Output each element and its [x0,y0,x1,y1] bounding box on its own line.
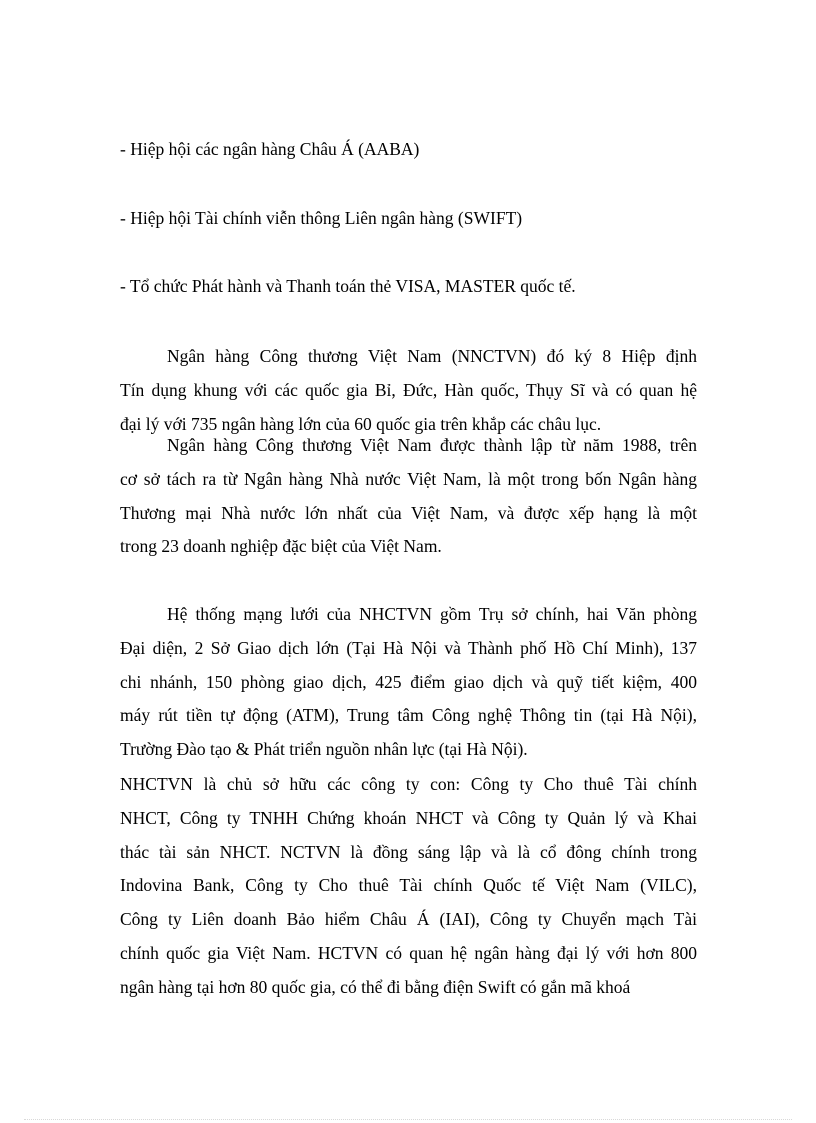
paragraph-line: ngân hàng tại hơn 80 quốc gia, có thể đi bằng điện Swift có gắn mã khoá [120,976,631,997]
paragraph-line: chính quốc gia Việt Nam. HCTVN có quan hệ ngân hàng đại lý với hơn 800 [120,942,697,963]
list-item-aaba: - Hiệp hội các ngân hàng Châu Á (AABA) [120,139,420,159]
paragraph-line: máy rút tiền tự động (ATM), Trung tâm Công nghệ Thông tin (tại Hà Nội), [120,705,697,726]
paragraph-credit-agreements [120,340,697,441]
paragraph-line: trong 23 doanh nghiệp đặc biệt của Việt Nam. [120,536,442,557]
paragraph-line: Thương mại Nhà nước lớn nhất của Việt Nam, và được xếp hạng là một [120,502,697,523]
paragraph-line: Ngân hàng Công thương Việt Nam được thành lập từ năm 1988, trên [167,435,697,455]
page-bottom-divider [24,1119,792,1120]
list-item-visa-master: - Tổ chức Phát hành và Thanh toán thẻ VISA, MASTER quốc tế. [120,276,576,296]
paragraph-subsidiaries [120,768,697,1005]
paragraph-bank-history [120,429,697,564]
paragraph-line: Indovina Bank, Công ty Cho thuê Tài chính Quốc tế Việt Nam (VILC), [120,875,697,896]
paragraph-network [120,598,697,767]
paragraph-line: chi nhánh, 150 phòng giao dịch, 425 điểm giao dịch và quỹ tiết kiệm, 400 [120,671,697,692]
paragraph-line: thác tài sản NHCT. NCTVN là đồng sáng lập và là cổ đông chính trong [120,841,697,862]
paragraph-line: Ngân hàng Công thương Việt Nam (NNCTVN) đó ký 8 Hiệp định [167,346,697,366]
paragraph-line: NHCTVN là chủ sở hữu các công ty con: Công ty Cho thuê Tài chính [120,774,697,794]
paragraph-line: Đại diện, 2 Sở Giao dịch lớn (Tại Hà Nội và Thành phố Hồ Chí Minh), 137 [120,637,697,658]
paragraph-line: Hệ thống mạng lưới của NHCTVN gồm Trụ sở chính, hai Văn phòng [167,604,697,624]
paragraph-line: Trường Đào tạo & Phát triển nguồn nhân lực (tại Hà Nội). [120,739,528,760]
paragraph-line: Công ty Liên doanh Bảo hiểm Châu Á (IAI), Công ty Chuyển mạch Tài [120,909,697,930]
paragraph-line: NHCT, Công ty TNHH Chứng khoán NHCT và Công ty Quản lý và Khai [120,807,697,828]
paragraph-line: Tín dụng khung với các quốc gia Bỉ, Đức, Hàn quốc, Thụy Sĩ và có quan hệ [120,379,697,400]
paragraph-line: đại lý với 735 ngân hàng lớn của 60 quốc gia trên khắp các châu lục. [120,413,602,434]
list-item-swift: - Hiệp hội Tài chính viễn thông Liên ngân hàng (SWIFT) [120,208,523,228]
paragraph-line: cơ sở tách ra từ Ngân hàng Nhà nước Việt Nam, là một trong bốn Ngân hàng [120,468,697,489]
